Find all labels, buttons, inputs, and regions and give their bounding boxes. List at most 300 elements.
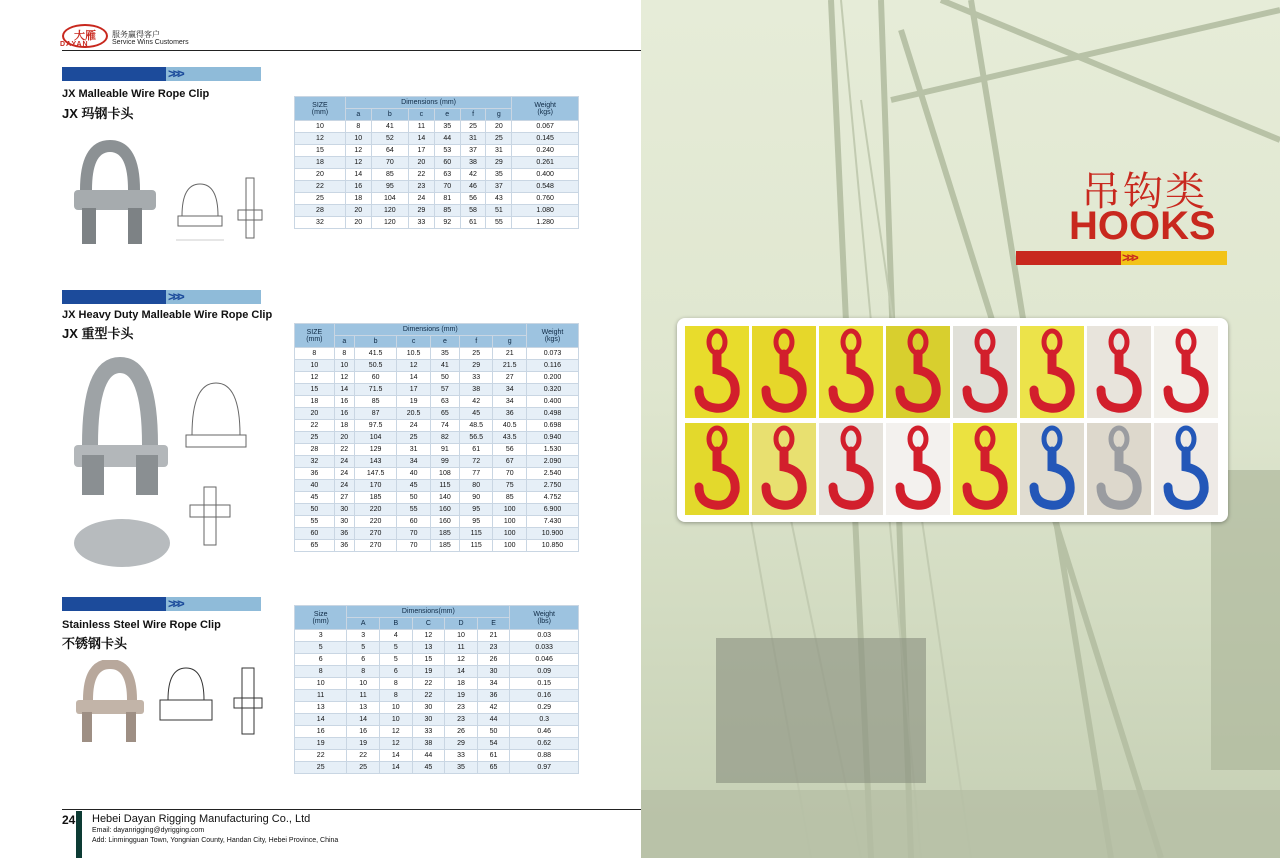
- section-band-1: >>>: [62, 67, 261, 81]
- table-row: [295, 504, 579, 516]
- table-cell: 22: [412, 690, 445, 702]
- table-cell: 18: [334, 420, 354, 432]
- table-cell: 15: [412, 654, 445, 666]
- table-cell: 14: [334, 384, 354, 396]
- table-cell: 21: [493, 348, 527, 360]
- table-cell: 19: [347, 738, 380, 750]
- table-cell: 46: [460, 181, 486, 193]
- table-cell: 92: [434, 217, 460, 229]
- table-cell: 14: [379, 762, 412, 774]
- hook-icon: [1087, 326, 1151, 418]
- table-cell: 8: [334, 348, 354, 360]
- table-cell: 0.200: [526, 372, 578, 384]
- dimensions-header: Dimensions (mm): [345, 97, 511, 109]
- table-cell: 25: [347, 762, 380, 774]
- table-cell: 25: [486, 133, 512, 145]
- table-cell: 25: [460, 121, 486, 133]
- section-band-3: >>>: [62, 597, 261, 611]
- table-cell: 1.530: [526, 444, 578, 456]
- table-cell: 12: [295, 133, 346, 145]
- section-title-en-1: JX Malleable Wire Rope Clip: [62, 88, 210, 100]
- table-cell: 95: [371, 181, 408, 193]
- table-row: [295, 217, 579, 229]
- table-cell: 87: [354, 408, 396, 420]
- table-cell: 50: [430, 372, 459, 384]
- company-name: Hebei Dayan Rigging Manufacturing Co., Ltd: [92, 813, 311, 825]
- size-header: [295, 97, 346, 121]
- table-cell: 28: [295, 205, 346, 217]
- table-cell: 2.090: [526, 456, 578, 468]
- table-cell: 11: [408, 121, 434, 133]
- table-cell: 0.29: [510, 702, 579, 714]
- hook-photo-tile: [1020, 423, 1084, 515]
- table-cell: 8: [379, 690, 412, 702]
- table-cell: 33: [412, 726, 445, 738]
- table-cell: 0.498: [526, 408, 578, 420]
- table-cell: 0.261: [512, 157, 579, 169]
- dim-col-header: e: [434, 109, 460, 121]
- table-cell: 0.046: [510, 654, 579, 666]
- brand-logo: 大雁: [62, 24, 108, 48]
- table-cell: 0.067: [512, 121, 579, 133]
- table-cell: 0.62: [510, 738, 579, 750]
- table-cell: 22: [347, 750, 380, 762]
- table-cell: 55: [295, 516, 335, 528]
- hook-icon: [1020, 423, 1084, 515]
- table-cell: 120: [371, 217, 408, 229]
- table-cell: 0.698: [526, 420, 578, 432]
- dim-col-header: f: [459, 336, 493, 348]
- table-cell: 55: [397, 504, 431, 516]
- table-cell: 44: [477, 714, 510, 726]
- table-cell: 115: [459, 528, 493, 540]
- table-cell: 100: [493, 528, 527, 540]
- table-cell: 3: [295, 630, 347, 642]
- table-cell: 120: [371, 205, 408, 217]
- table-cell: 41: [430, 360, 459, 372]
- hook-icon: [886, 326, 950, 418]
- hook-icon: [752, 326, 816, 418]
- table-cell: 56: [460, 193, 486, 205]
- table-cell: 10: [379, 714, 412, 726]
- table-cell: 25: [295, 193, 346, 205]
- table-cell: 85: [371, 169, 408, 181]
- hook-icon: [953, 326, 1017, 418]
- table-cell: 14: [345, 169, 371, 181]
- hook-icon: [752, 423, 816, 515]
- table-row: [295, 372, 579, 384]
- table-cell: 51: [486, 205, 512, 217]
- table-cell: 4.752: [526, 492, 578, 504]
- table-cell: 0.033: [510, 642, 579, 654]
- table-cell: 75: [493, 480, 527, 492]
- table-cell: 22: [295, 181, 346, 193]
- table-cell: 34: [493, 384, 527, 396]
- table-cell: 100: [493, 540, 527, 552]
- table-cell: 0.88: [510, 750, 579, 762]
- table-cell: 61: [459, 444, 493, 456]
- table-cell: 70: [434, 181, 460, 193]
- table-cell: 33: [408, 217, 434, 229]
- table-cell: 220: [354, 504, 396, 516]
- table-cell: 97.5: [354, 420, 396, 432]
- dim-col-header: c: [408, 109, 434, 121]
- table-cell: 28: [295, 444, 335, 456]
- table-cell: 35: [434, 121, 460, 133]
- dim-col-header: D: [445, 618, 478, 630]
- dim-col-header: g: [486, 109, 512, 121]
- table-cell: 45: [397, 480, 431, 492]
- table-cell: 185: [430, 540, 459, 552]
- table-cell: 35: [430, 348, 459, 360]
- table-cell: 25: [295, 432, 335, 444]
- table-cell: 42: [460, 169, 486, 181]
- table-cell: 90: [459, 492, 493, 504]
- table-cell: 65: [295, 540, 335, 552]
- table-cell: 34: [477, 678, 510, 690]
- table-row: [295, 630, 579, 642]
- table-cell: 20: [295, 408, 335, 420]
- table-cell: 0.240: [512, 145, 579, 157]
- slogan-en: Service Wins Customers: [112, 39, 189, 46]
- section-title-en-3: Stainless Steel Wire Rope Clip: [62, 619, 221, 631]
- table-cell: 44: [434, 133, 460, 145]
- table-cell: 63: [434, 169, 460, 181]
- table-cell: 12: [379, 738, 412, 750]
- section-title-cn-1: JX 玛钢卡头: [62, 106, 134, 121]
- table-cell: 6: [347, 654, 380, 666]
- table-cell: 36: [493, 408, 527, 420]
- table-cell: 12: [295, 372, 335, 384]
- table-row: [295, 762, 579, 774]
- table-cell: 56: [493, 444, 527, 456]
- table-cell: 12: [412, 630, 445, 642]
- dim-col-header: C: [412, 618, 445, 630]
- table-cell: 14: [408, 133, 434, 145]
- hook-photo-tile: [752, 423, 816, 515]
- table-cell: 45: [412, 762, 445, 774]
- table-cell: 30: [477, 666, 510, 678]
- table-cell: 10: [345, 133, 371, 145]
- table-cell: 24: [334, 456, 354, 468]
- table-cell: 0.400: [526, 396, 578, 408]
- hook-icon: [886, 423, 950, 515]
- table-cell: 185: [354, 492, 396, 504]
- table-cell: 41.5: [354, 348, 396, 360]
- table-cell: 5: [347, 642, 380, 654]
- table-cell: 10: [334, 360, 354, 372]
- table-cell: 65: [477, 762, 510, 774]
- table-row: [295, 169, 579, 181]
- table-cell: 70: [493, 468, 527, 480]
- hook-icon: [953, 423, 1017, 515]
- dim-col-header: b: [371, 109, 408, 121]
- table-cell: 23: [445, 714, 478, 726]
- table-cell: 24: [334, 480, 354, 492]
- table-cell: 85: [434, 205, 460, 217]
- table-cell: 38: [412, 738, 445, 750]
- table-cell: 12: [345, 145, 371, 157]
- table-cell: 10: [295, 121, 346, 133]
- spec-table-2: [294, 323, 579, 552]
- table-cell: 14: [295, 714, 347, 726]
- table-cell: 74: [430, 420, 459, 432]
- table-cell: 34: [397, 456, 431, 468]
- table-row: [295, 714, 579, 726]
- table-row: [295, 396, 579, 408]
- table-row: [295, 678, 579, 690]
- dim-col-header: B: [379, 618, 412, 630]
- table-cell: 40: [295, 480, 335, 492]
- table-cell: 11: [347, 690, 380, 702]
- header-divider: [62, 50, 641, 51]
- table-cell: 65: [430, 408, 459, 420]
- table-cell: 64: [371, 145, 408, 157]
- section-title-cn-2: JX 重型卡头: [62, 326, 134, 341]
- spec-table-1: [294, 96, 579, 229]
- table-cell: 8: [379, 678, 412, 690]
- hook-photo-tile: [1087, 423, 1151, 515]
- dim-col-header: A: [347, 618, 380, 630]
- catalog-right-page: [641, 0, 1280, 858]
- table-cell: 13: [412, 642, 445, 654]
- table-row: [295, 157, 579, 169]
- table-cell: 22: [412, 678, 445, 690]
- hooks-title-cn: 吊钩类: [1081, 169, 1207, 215]
- table-cell: 95: [459, 516, 493, 528]
- dim-col-header: e: [430, 336, 459, 348]
- table-cell: 36: [477, 690, 510, 702]
- section-title-en-2: JX Heavy Duty Malleable Wire Rope Clip: [62, 309, 273, 321]
- table-cell: 36: [295, 468, 335, 480]
- table-cell: 10: [295, 360, 335, 372]
- table-cell: 12: [379, 726, 412, 738]
- hook-icon: [1020, 326, 1084, 418]
- table-cell: 42: [477, 702, 510, 714]
- hook-photo-tile: [953, 326, 1017, 418]
- hook-photo-tile: [685, 326, 749, 418]
- table-cell: 0.073: [526, 348, 578, 360]
- company-email: Email: dayanrigging@dyrigging.com: [92, 827, 205, 834]
- table-cell: 7.430: [526, 516, 578, 528]
- table-cell: 30: [334, 504, 354, 516]
- table-cell: 56.5: [459, 432, 493, 444]
- table-cell: 23: [477, 642, 510, 654]
- table-cell: 60: [295, 528, 335, 540]
- table-cell: 4: [379, 630, 412, 642]
- table-cell: 50: [295, 504, 335, 516]
- table-cell: 81: [434, 193, 460, 205]
- weight-header: [510, 606, 579, 630]
- dim-col-header: a: [334, 336, 354, 348]
- dim-col-header: b: [354, 336, 396, 348]
- hook-photo-tile: [1154, 423, 1218, 515]
- table-cell: 95: [459, 504, 493, 516]
- table-cell: 15: [295, 384, 335, 396]
- hook-icon: [1154, 326, 1218, 418]
- table-cell: 38: [459, 384, 493, 396]
- hook-photo-tile: [953, 423, 1017, 515]
- table-cell: 12: [345, 157, 371, 169]
- table-cell: 35: [445, 762, 478, 774]
- table-cell: 185: [430, 528, 459, 540]
- table-cell: 0.16: [510, 690, 579, 702]
- hook-icon: [1154, 423, 1218, 515]
- table-cell: 11: [445, 642, 478, 654]
- table-row: [295, 516, 579, 528]
- table-cell: 5: [379, 642, 412, 654]
- table-cell: 22: [295, 750, 347, 762]
- size-header-label: SIZE: [306, 328, 323, 336]
- table-cell: 2.750: [526, 480, 578, 492]
- table-cell: 100: [493, 516, 527, 528]
- hooks-title-band: >>>: [1016, 251, 1227, 265]
- table-cell: 5: [295, 642, 347, 654]
- table-cell: 21: [477, 630, 510, 642]
- table-cell: 55: [486, 217, 512, 229]
- table-cell: 37: [460, 145, 486, 157]
- table-cell: 13: [347, 702, 380, 714]
- footer-accent-bar: [76, 811, 82, 858]
- table-cell: 10: [379, 702, 412, 714]
- table-cell: 27: [493, 372, 527, 384]
- weight-header-label: Weight: [534, 101, 556, 109]
- table-cell: 22: [295, 420, 335, 432]
- table-cell: 0.46: [510, 726, 579, 738]
- section-title-cn-3: 不锈钢卡头: [62, 636, 128, 651]
- weight-header-unit: (kgs): [544, 335, 561, 343]
- table-row: [295, 492, 579, 504]
- table-cell: 10.900: [526, 528, 578, 540]
- table-cell: 14: [379, 750, 412, 762]
- table-cell: 3: [347, 630, 380, 642]
- hook-icon: [819, 423, 883, 515]
- table-row: [295, 121, 579, 133]
- dim-col-header: g: [493, 336, 527, 348]
- hook-photo-tile: [819, 326, 883, 418]
- table-cell: 12: [445, 654, 478, 666]
- table-row: [295, 468, 579, 480]
- table-cell: 6: [295, 654, 347, 666]
- hooks-photo-collage: [677, 318, 1228, 522]
- table-row: [295, 348, 579, 360]
- table-cell: 0.145: [512, 133, 579, 145]
- table-cell: 30: [412, 702, 445, 714]
- table-cell: 25: [397, 432, 431, 444]
- table-cell: 25: [295, 762, 347, 774]
- table-cell: 20: [486, 121, 512, 133]
- table-row: [295, 205, 579, 217]
- table-cell: 40: [397, 468, 431, 480]
- table-cell: 0.548: [512, 181, 579, 193]
- table-cell: 270: [354, 528, 396, 540]
- footer-divider: [62, 809, 641, 810]
- table-cell: 50: [477, 726, 510, 738]
- table-cell: 82: [430, 432, 459, 444]
- weight-header: [512, 97, 579, 121]
- table-cell: 54: [477, 738, 510, 750]
- table-cell: 29: [459, 360, 493, 372]
- table-cell: 140: [430, 492, 459, 504]
- table-cell: 31: [460, 133, 486, 145]
- table-cell: 63: [430, 396, 459, 408]
- table-cell: 50.5: [354, 360, 396, 372]
- hook-photo-tile: [886, 423, 950, 515]
- table-cell: 18: [445, 678, 478, 690]
- table-cell: 10: [445, 630, 478, 642]
- table-cell: 22: [334, 444, 354, 456]
- table-cell: 36: [334, 528, 354, 540]
- table-cell: 34: [493, 396, 527, 408]
- dimensions-header: Dimensions(mm): [347, 606, 510, 618]
- table-cell: 18: [345, 193, 371, 205]
- table-cell: 20: [345, 205, 371, 217]
- table-cell: 24: [334, 468, 354, 480]
- table-cell: 67: [493, 456, 527, 468]
- table-cell: 30: [412, 714, 445, 726]
- section-band-2: >>>: [62, 290, 261, 304]
- table-row: [295, 193, 579, 205]
- table-cell: 14: [347, 714, 380, 726]
- hook-photo-tile: [886, 326, 950, 418]
- table-row: [295, 360, 579, 372]
- table-cell: 12: [397, 360, 431, 372]
- weight-header-unit: (lbs): [537, 617, 551, 625]
- rope-clip-photo-1: [68, 138, 268, 246]
- table-cell: 33: [445, 750, 478, 762]
- table-cell: 14: [397, 372, 431, 384]
- table-cell: 57: [430, 384, 459, 396]
- hook-photo-tile: [1087, 326, 1151, 418]
- table-cell: 29: [445, 738, 478, 750]
- table-cell: 23: [445, 702, 478, 714]
- table-cell: 115: [430, 480, 459, 492]
- table-cell: 115: [459, 540, 493, 552]
- table-row: [295, 540, 579, 552]
- table-cell: 72: [459, 456, 493, 468]
- table-cell: 16: [345, 181, 371, 193]
- table-cell: 29: [486, 157, 512, 169]
- rope-clip-photo-2: [62, 355, 262, 575]
- table-cell: 2.540: [526, 468, 578, 480]
- table-cell: 10.850: [526, 540, 578, 552]
- table-cell: 32: [295, 217, 346, 229]
- table-cell: 48.5: [459, 420, 493, 432]
- table-row: [295, 750, 579, 762]
- table-cell: 58: [460, 205, 486, 217]
- table-cell: 19: [412, 666, 445, 678]
- hook-icon: [685, 326, 749, 418]
- dim-col-header: f: [460, 109, 486, 121]
- table-cell: 22: [408, 169, 434, 181]
- table-cell: 0.09: [510, 666, 579, 678]
- table-cell: 24: [397, 420, 431, 432]
- table-cell: 170: [354, 480, 396, 492]
- weight-header-unit: (kgs): [537, 108, 553, 116]
- size-header: [295, 606, 347, 630]
- table-cell: 0.940: [526, 432, 578, 444]
- table-cell: 17: [408, 145, 434, 157]
- table-cell: 0.97: [510, 762, 579, 774]
- hook-icon: [819, 326, 883, 418]
- table-cell: 30: [334, 516, 354, 528]
- table-cell: 37: [486, 181, 512, 193]
- table-cell: 70: [397, 528, 431, 540]
- table-cell: 42: [459, 396, 493, 408]
- table-cell: 160: [430, 504, 459, 516]
- dim-col-header: a: [345, 109, 371, 121]
- hook-icon: [1087, 423, 1151, 515]
